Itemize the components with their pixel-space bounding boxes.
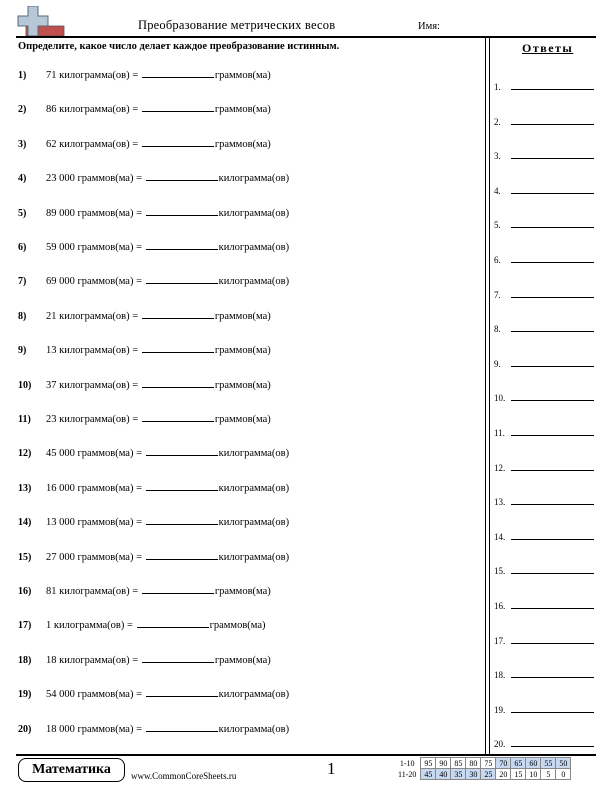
name-label: Имя: <box>418 21 440 32</box>
score-cell: 40 <box>436 769 451 780</box>
problem-number: 16) <box>18 586 32 597</box>
problem-number: 4) <box>18 173 27 185</box>
answer-slot <box>494 355 594 369</box>
problem-unit: граммов(ма) <box>214 654 271 666</box>
answer-number: 2. <box>494 116 501 127</box>
score-row <box>396 758 571 769</box>
answer-blank[interactable] <box>146 204 218 216</box>
answer-number: 11. <box>494 428 505 438</box>
answer-number: 7. <box>494 289 501 300</box>
problem-left-text: 81 килограмма(ов) = <box>46 586 139 597</box>
answer-slot <box>494 493 594 507</box>
answer-line[interactable] <box>511 366 594 367</box>
answer-slot <box>494 78 594 92</box>
problem-left-text: 69 000 граммов(ма) = <box>46 276 142 288</box>
header-divider <box>16 36 596 38</box>
answer-slot <box>494 735 594 749</box>
answer-blank[interactable] <box>146 169 218 181</box>
score-cell: 10 <box>526 769 541 780</box>
answer-blank[interactable] <box>142 135 214 147</box>
answer-blank[interactable] <box>142 376 214 388</box>
problem-unit: килограмма(ов) <box>218 448 290 460</box>
problem-item <box>18 548 289 564</box>
problem-number: 12) <box>18 448 32 460</box>
problem-unit: граммов(ма) <box>214 310 271 322</box>
problem-unit: килограмма(ов) <box>218 551 290 563</box>
answer-number: 1. <box>494 82 501 92</box>
answer-line[interactable] <box>511 573 594 574</box>
problem-number: 7) <box>18 276 27 288</box>
answer-slot <box>494 666 594 680</box>
answer-number: 10. <box>494 393 506 404</box>
answer-number: 3. <box>494 151 501 162</box>
answer-slot <box>494 528 594 542</box>
problem-item <box>18 100 271 116</box>
answer-slot <box>494 701 594 715</box>
answer-blank[interactable] <box>142 341 214 353</box>
problem-item <box>18 582 271 598</box>
answer-slot <box>494 597 594 611</box>
score-cell: 70 <box>496 758 511 769</box>
problem-number: 20) <box>18 723 32 735</box>
answer-blank[interactable] <box>146 513 218 525</box>
answer-blank[interactable] <box>142 66 214 78</box>
problem-left-text: 23 килограмма(ов) = <box>46 414 139 425</box>
problem-unit: килограмма(ов) <box>218 242 290 253</box>
score-cell: 45 <box>421 769 436 780</box>
problem-unit: килограмма(ов) <box>218 723 290 735</box>
footer-divider <box>16 754 596 756</box>
answer-blank[interactable] <box>142 307 214 319</box>
problem-number: 3) <box>18 138 27 150</box>
answer-line[interactable] <box>511 158 594 159</box>
score-cell: 65 <box>511 758 526 769</box>
answer-line[interactable] <box>511 124 594 125</box>
score-cell: 5 <box>541 769 556 780</box>
score-cell: 90 <box>436 758 451 769</box>
problem-unit: килограмма(ов) <box>218 276 290 288</box>
answer-slot <box>494 251 594 265</box>
score-cell: 85 <box>451 758 466 769</box>
problem-item <box>18 685 289 701</box>
answer-line[interactable] <box>511 643 594 644</box>
answer-number: 12. <box>494 462 506 473</box>
problem-unit: граммов(ма) <box>214 414 271 425</box>
problem-unit: килограмма(ов) <box>218 517 290 529</box>
answer-blank[interactable] <box>142 651 214 663</box>
score-cell: 95 <box>421 758 436 769</box>
score-cell: 60 <box>526 758 541 769</box>
problem-number: 6) <box>18 242 27 253</box>
problem-left-text: 27 000 граммов(ма) = <box>46 551 142 563</box>
answer-slot <box>494 216 594 230</box>
problem-number: 10) <box>18 379 32 391</box>
problem-unit: граммов(ма) <box>214 138 271 150</box>
problem-item <box>18 238 289 254</box>
answer-number: 19. <box>494 704 506 715</box>
problem-unit: килограмма(ов) <box>218 173 290 185</box>
score-cell: 55 <box>541 758 556 769</box>
answer-slot <box>494 389 594 403</box>
problem-number: 19) <box>18 689 32 701</box>
problem-number: 11) <box>18 414 31 425</box>
answer-line[interactable] <box>511 746 594 747</box>
answer-blank[interactable] <box>146 238 218 250</box>
answer-number: 16. <box>494 601 506 611</box>
problem-number: 1) <box>18 70 27 81</box>
problem-item <box>18 272 289 288</box>
score-table <box>396 757 571 780</box>
answer-slot <box>494 113 594 127</box>
problem-left-text: 54 000 граммов(ма) = <box>46 689 142 701</box>
problem-item <box>18 66 271 82</box>
website-link[interactable]: www.CommonCoreSheets.ru <box>131 771 237 781</box>
answer-number: 14. <box>494 531 506 542</box>
answer-number: 17. <box>494 635 506 646</box>
answer-slot <box>494 182 594 196</box>
answer-slot <box>494 632 594 646</box>
answer-slot <box>494 562 594 576</box>
score-range-label: 1-10 <box>399 758 415 768</box>
problem-unit: килограмма(ов) <box>218 689 290 701</box>
answer-line[interactable] <box>511 435 594 436</box>
answer-line[interactable] <box>511 227 594 228</box>
problem-left-text: 13 000 граммов(ма) = <box>46 517 142 529</box>
answer-slot <box>494 459 594 473</box>
answer-line[interactable] <box>511 470 594 471</box>
problem-item <box>18 204 289 220</box>
problem-left-text: 86 килограмма(ов) = <box>46 104 139 116</box>
answer-number: 20. <box>494 739 506 750</box>
problem-unit: килограмма(ов) <box>218 482 290 494</box>
answer-line[interactable] <box>511 608 594 609</box>
answer-line[interactable] <box>511 89 594 90</box>
problem-unit: граммов(ма) <box>214 345 271 357</box>
answer-line[interactable] <box>511 712 594 713</box>
answer-number: 6. <box>494 255 501 265</box>
instructions: Определите, какое число делает каждое преобразование истинным. <box>18 41 340 52</box>
score-cell: 80 <box>466 758 481 769</box>
answer-blank[interactable] <box>146 720 218 732</box>
problem-unit: килограмма(ов) <box>218 207 290 219</box>
answer-blank[interactable] <box>146 444 218 456</box>
column-divider <box>489 36 490 754</box>
answer-number: 18. <box>494 670 506 681</box>
problem-item <box>18 376 271 392</box>
answer-line[interactable] <box>511 677 594 678</box>
problem-number: 17) <box>18 620 32 632</box>
answer-number: 4. <box>494 185 501 196</box>
problem-item <box>18 720 289 736</box>
score-cell: 20 <box>496 769 511 780</box>
answer-blank[interactable] <box>146 272 218 284</box>
problem-number: 5) <box>18 207 27 219</box>
problem-number: 14) <box>18 517 32 529</box>
answers-title: Ответы <box>522 41 574 55</box>
answer-slot <box>494 320 594 334</box>
page-number: 1 <box>327 759 336 778</box>
page-title: Преобразование метрических весов <box>138 18 336 32</box>
problem-item <box>18 135 271 151</box>
problem-number: 15) <box>18 551 32 563</box>
problem-number: 2) <box>18 104 27 116</box>
problem-left-text: 37 килограмма(ов) = <box>46 379 139 391</box>
problem-left-text: 89 000 граммов(ма) = <box>46 207 142 219</box>
answer-blank[interactable] <box>142 100 214 112</box>
score-cell: 25 <box>481 769 496 780</box>
column-divider <box>485 36 486 754</box>
answer-line[interactable] <box>511 193 594 194</box>
answer-number: 9. <box>494 358 501 369</box>
problem-left-text: 16 000 граммов(ма) = <box>46 482 142 494</box>
answer-slot <box>494 424 594 438</box>
problem-unit: граммов(ма) <box>214 379 271 391</box>
problem-left-text: 13 килограмма(ов) = <box>46 345 139 357</box>
problem-item <box>18 616 266 632</box>
score-cell: 30 <box>466 769 481 780</box>
score-row <box>396 769 571 780</box>
problem-unit: граммов(ма) <box>214 586 271 597</box>
problem-left-text: 1 килограмма(ов) = <box>46 620 133 632</box>
problem-left-text: 23 000 граммов(ма) = <box>46 173 142 185</box>
answer-slot <box>494 147 594 161</box>
problem-item <box>18 479 289 495</box>
answer-blank[interactable] <box>146 548 218 560</box>
plus-minus-logo <box>16 6 70 38</box>
problem-number: 13) <box>18 482 32 494</box>
score-cell: 50 <box>556 758 571 769</box>
answer-number: 8. <box>494 324 501 335</box>
answer-line[interactable] <box>511 504 594 505</box>
problem-left-text: 59 000 граммов(ма) = <box>46 242 142 253</box>
answer-line[interactable] <box>511 539 594 540</box>
problem-item <box>18 410 271 426</box>
answer-line[interactable] <box>511 297 594 298</box>
problem-item <box>18 169 289 185</box>
score-cell: 15 <box>511 769 526 780</box>
answer-blank[interactable] <box>146 479 218 491</box>
answer-number: 5. <box>494 220 501 231</box>
score-range-label: 11-20 <box>398 769 417 779</box>
problem-left-text: 21 килограмма(ов) = <box>46 310 139 322</box>
answer-slot <box>494 286 594 300</box>
problem-left-text: 18 000 граммов(ма) = <box>46 723 142 735</box>
problem-left-text: 45 000 граммов(ма) = <box>46 448 142 460</box>
answer-blank[interactable] <box>142 582 214 594</box>
answer-blank[interactable] <box>146 685 218 697</box>
score-cell: 35 <box>451 769 466 780</box>
problem-unit: граммов(ма) <box>214 70 271 81</box>
answer-line[interactable] <box>511 400 594 401</box>
answer-number: 13. <box>494 497 506 508</box>
problem-item <box>18 341 271 357</box>
brand-badge: Математика <box>18 758 125 782</box>
problem-unit: граммов(ма) <box>214 104 271 116</box>
problem-unit: граммов(ма) <box>209 620 266 632</box>
answer-blank[interactable] <box>137 616 209 628</box>
problem-item <box>18 444 289 460</box>
answer-line[interactable] <box>511 331 594 332</box>
problem-left-text: 18 килограмма(ов) = <box>46 654 139 666</box>
answer-number: 15. <box>494 566 506 577</box>
score-cell: 0 <box>556 769 571 780</box>
problem-number: 9) <box>18 345 27 357</box>
score-cell: 75 <box>481 758 496 769</box>
problem-left-text: 71 килограмма(ов) = <box>46 70 139 81</box>
answer-line[interactable] <box>511 262 594 263</box>
problem-item <box>18 651 271 667</box>
problem-item <box>18 307 271 323</box>
problem-number: 18) <box>18 654 32 666</box>
answer-blank[interactable] <box>142 410 214 422</box>
problem-item <box>18 513 289 529</box>
problem-number: 8) <box>18 310 27 322</box>
problem-left-text: 62 килограмма(ов) = <box>46 138 139 150</box>
